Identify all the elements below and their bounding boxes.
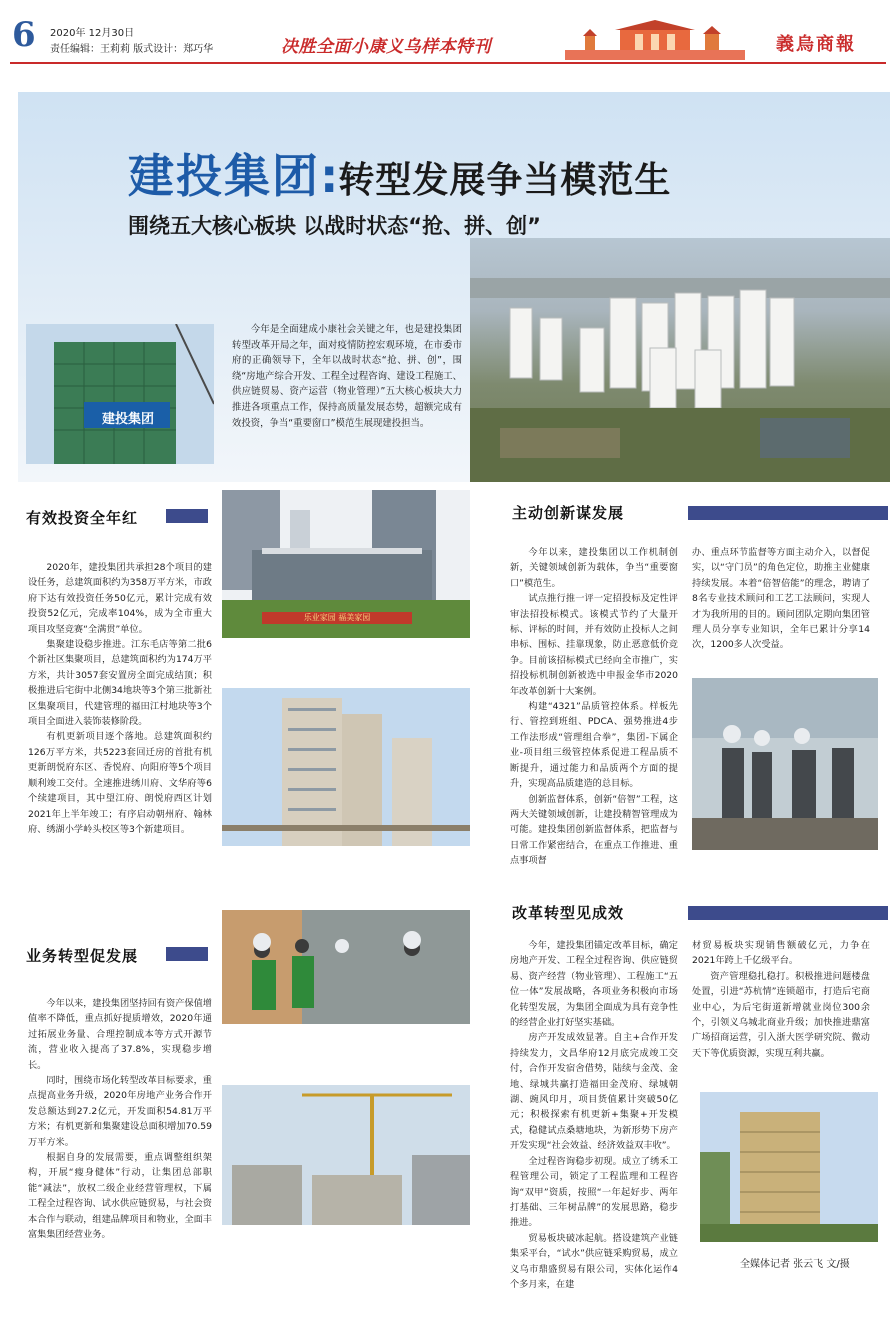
hero-title-colon: : — [320, 149, 339, 203]
crane-construction-photo — [222, 1085, 470, 1225]
aerial-city-photo — [470, 238, 890, 482]
landmark-skyline-illustration — [565, 20, 745, 60]
section-bar — [688, 506, 888, 520]
paragraph: 资产管理稳扎稳打。积极推进问题楼盘处置，引进“苏杭情”连锁超市，打造后宅商业中心，为后宅街道新增就业岗位300余个，引领义乌城北商业升级；加快推进鼎富广场招商运营，引入浙大医学研究院、微动天下等优质资源，实现互利共赢。 — [692, 970, 870, 1059]
page-number: 6 — [12, 15, 36, 55]
special-issue-title: 决胜全面小康义乌样本特刊 — [281, 37, 491, 57]
hero-title-rest: 转型发展争当模范生 — [338, 160, 672, 201]
section-business-body — [28, 996, 212, 1322]
paragraph: 今年以来，建投集团坚持回有资产保值增值率不降低，重点抓好提质增效，2020年通过拓展业务量、合理控制成本等方式开源节流，营业收入提高了37.8%，实现稳步增长。 — [28, 998, 212, 1071]
paragraph: 有机更新项目逐个落地。总建筑面积约126万平方米，共5223套回迁房的首批有机更新朗悦府东区、香悦府、向阳府等5个项目顺利竣工交付。全速推进绣川府、文华府等6个续建项目，其中望江府、朗悦府西区计划2021年上半年竣工；有序启动朝州府、翰林府、绣湖小学岭头校区等3个新建项目。 — [28, 731, 212, 835]
hero-subtitle: 围绕五大核心板块 以战时状态“抢、拼、创” — [128, 214, 541, 238]
section-reform-heading: 改革转型见成效 — [512, 904, 625, 922]
header-rule — [10, 62, 886, 64]
scaffolded-building-photo — [700, 1092, 878, 1242]
hero-title — [128, 140, 671, 206]
paragraph: 今年以来，建投集团以工作机制创新，关键领域创新为载体，争当“重要窗口”模范生。 — [510, 547, 678, 589]
site-inspection-photo — [222, 910, 470, 1024]
section-business-heading: 业务转型促发展 — [26, 947, 139, 965]
paragraph: 根据自身的发展需要，重点调整组织架构，开展“瘦身健体”行动，让集团总部职能“减法”，放权二级企业经营管理权，下属工程全过程咨询、试水供应链贸易，与社会资本合作与联动，组建品牌项目和物业，全面丰富集集团经营业务。 — [28, 1152, 212, 1241]
section-innovation-col1 — [510, 545, 678, 905]
paragraph: 今年，建投集团锚定改革目标，确定房地产开发、工程全过程咨询、供应链贸易、资产经营（物业管理）、工程施工“五位一体”发展战略，各项业务积极向市场化转型发展，为集团全面成为具有竞争性的经营企业打好坚实基础。 — [510, 940, 678, 1029]
section-innovation-col2 — [692, 545, 870, 663]
section-bar — [166, 947, 208, 961]
section-reform-col1 — [510, 938, 678, 1330]
section-investment-heading: 有效投资全年红 — [26, 509, 139, 527]
paragraph: 同时，围绕市场化转型改革目标要求，重点提高业务升级，2020年房地产业务合作开发总额达到27.2亿元，开发面积54.81万平方米；有机更新和集聚建设总面积增加70.59万平方米。 — [28, 1075, 212, 1148]
paragraph: 办、重点环节监督等方面主动介入，以督促实，以“守门员”的角色定位，助推主业健康持续发展。本着“倍智倍能”的理念，聘请了8名专业技术顾问和工艺工法顾问，实现人才为我所用的目的。顾问团队定期向集团管理人员分享专业知识，全年已累计分享14次，1200多人次受益。 — [692, 547, 870, 651]
section-business-header — [18, 945, 208, 966]
building-sign: 乐业家园 福美家园 — [303, 613, 371, 622]
section-innovation-heading: 主动创新谋发展 — [512, 504, 625, 522]
team-meeting-photo — [692, 678, 878, 850]
section-reform-col2 — [692, 938, 870, 1064]
paragraph: 构建“4321”品质管控体系。样板先行、管控到班组、PDCA、强势推进4步工作法形成“管理组合拳”，集团-下属企业-项目组三级管控体系促进工程品质不断提升，通过能力和品质两个方面的提升，实现高品质建造的总目标。 — [510, 701, 678, 790]
paragraph: 2020年，建投集团共承担28个项目的建设任务，总建筑面积约为358万平方米，市政府下达有效投资任务50亿元，累计完成有效投资52亿元，完成率104%，成为全市重大项目攻坚竞赛“全满贯”单位。 — [28, 562, 212, 635]
byline: 全媒体记者 张云飞 文/摄 — [740, 1259, 850, 1270]
residential-tower-photo — [222, 688, 470, 846]
section-reform-header — [498, 902, 888, 923]
section-bar — [166, 509, 208, 523]
header-editors: 责任编辑：王莉莉 版式设计：郑巧华 — [50, 44, 214, 55]
paragraph: 创新监督体系，创新“倍智”工程，这两大关键领域创新，让建投精智管理成为可能。建投集团创新监督体系，把监督与日常工作紧密结合，在重点工作推进、重点事项督 — [510, 793, 678, 867]
tower-banner-photo — [26, 324, 214, 464]
section-bar — [688, 906, 888, 920]
paragraph: 材贸易板块实现销售额破亿元，力争在2021年跨上千亿级平台。 — [692, 940, 870, 967]
intro-paragraph: 今年是全面建成小康社会关键之年，也是建投集团转型改革开局之年，面对疫情防控宏观环境，在市委市府的正确领导下，全年以战时状态“抢、拼、创”，围绕“房地产综合开发、工程全过程咨询、建设工程施工、供应链贸易、资产运营（物业管理）”五大核心板块大力推进各项重点工作，保持高质量发展态势，超额完成有效投资，争当“重要窗口”模范生展现建投担当。 — [232, 324, 462, 429]
newspaper-logo: 義烏商報 — [776, 34, 856, 55]
tower-banner-text: 建投集团 — [101, 412, 154, 427]
paragraph: 集聚建设稳步推进。江东毛店等第二批6个新社区集聚项目，总建筑面积约为174万平方米，共计3057套安置房全面完成结顶；积极推进后宅街中北侧34地块等3个第三批新社区集聚项目，代建管理的福田江村地块等3个项目全面进入装饰装修阶段。 — [28, 639, 212, 728]
section-investment-body — [28, 560, 212, 906]
paragraph: 试点推行推一评一定招投标及定性评审法招投标模式。该模式节约了大量开标、评标的时间，并有效防止投标人之间串标、围标、挂靠现象，防止恶意低价竞争。目前该招标模式已经向全市推广，实招投标机制创新被选中申报金华市2020年改革创新十大案例。 — [510, 593, 678, 697]
header — [0, 0, 896, 66]
section-investment-header — [18, 507, 208, 528]
paragraph: 贸易板块破冰起航。搭设建筑产业链集采平台，“试水”供应链采购贸易，成立义乌市鼎盛贸易有限公司，实体化运作4个多月来，在建 — [510, 1232, 678, 1290]
header-date: 2020年 12月30日 — [50, 28, 135, 39]
paragraph: 全过程咨询稳步初现。成立了绣禾工程管理公司，锁定了工程监理和工程咨询“双甲”资质，按照“一年起好步、两年打基础、三年树品牌”的发展思路，稳步推进。 — [510, 1155, 678, 1229]
section-innovation-header — [498, 502, 888, 523]
office-building-photo — [222, 490, 470, 638]
paragraph: 房产开发成效显著。自主+合作开发持续发力，文昌华府12月底完成竣工交付，合作开发宿舍借势，陆续与金茂、金地、绿城共赢打造福田金茂府、绿城朝湖、豌风印月，项目货值累计突破50亿元；积极探索有机更新+集聚+开发模式，稳健试点桑塘地块，为新形势下房产开发实现“社会效益、经济效益双丰收”。 — [510, 1032, 678, 1152]
hero-title-main: 建投集团 — [128, 149, 320, 203]
